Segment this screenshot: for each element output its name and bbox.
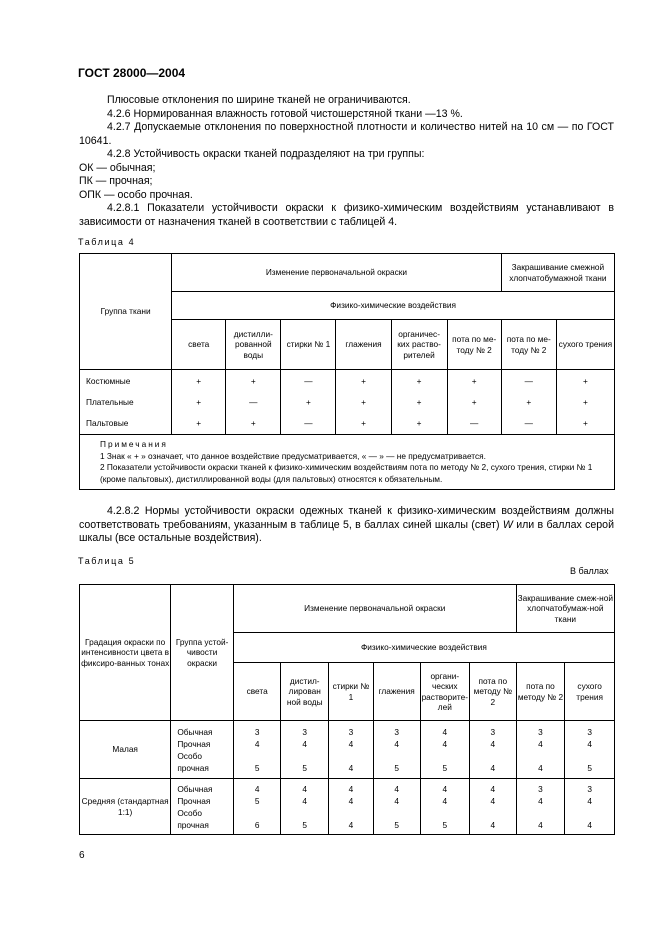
table5-caption: Таблица 5: [78, 556, 136, 566]
change-header: Изменение первоначальной окраски: [172, 254, 502, 292]
paragraph: ПК — прочная;: [79, 175, 153, 187]
staining-header: Закрашивание смеж-ной хлопчатобумаж-ной ткани: [516, 585, 614, 633]
paragraph: ОПК — особо прочная.: [79, 188, 193, 201]
table-row: Пальтовые + + — + + — — +: [80, 413, 615, 435]
table4-caption: Таблица 4: [78, 237, 136, 247]
col-header: дистил-лирован ной воды: [281, 663, 329, 721]
col-group-header: Группа устой-чивости окраски: [171, 585, 234, 721]
notes-title: Примечания: [100, 439, 168, 449]
col-header: органи-ческих растворите-лей: [420, 663, 469, 721]
col-header: света: [233, 663, 280, 721]
table-row: Малая Обычная Прочная Особо прочная 3 4 5 3 4 5 3 4 4 3 4 5 4 4 5 3 4 4 3 4 4 3 4 5: [80, 721, 615, 779]
text-block-middle: [79, 505, 614, 546]
paragraph: 4.2.7 Допускаемые отклонения по поверхностной плотности и количество нитей на 10 см — по ГОСТ 10641.: [79, 121, 614, 147]
col-header: сухого трения: [565, 663, 615, 721]
col-header: пота по методу № 2: [470, 663, 517, 721]
staining-header: Закрашивание смежной хлопчатобумажной ткани: [501, 254, 614, 292]
note-2: 2 Показатели устойчивости окраски тканей к физико-химическим воздействиям пота по методу № 2, сухого трения, стирки № 1 (кроме пальтовых), дистиллированной воды (для пальтовых) относятся к обязательным.: [100, 462, 593, 484]
col-header: сухого трения: [556, 320, 614, 370]
col-header: дистилли-рованной воды: [226, 320, 281, 370]
physchem-header: Физико-химические воздействия: [233, 633, 614, 663]
paragraph: Плюсовые отклонения по ширине тканей не ограничиваются.: [107, 94, 411, 106]
paragraph: ОК — обычная;: [79, 161, 156, 174]
paragraph: 4.2.8 Устойчивость окраски тканей подразделяют на три группы:: [107, 148, 425, 160]
physchem-header: Физико-химические воздействия: [172, 292, 615, 320]
table-row: Плательные + — + + + + + +: [80, 392, 615, 413]
col-header: стирки № 1: [329, 663, 374, 721]
note-1: 1 Знак « + » означает, что данное воздействие предусматривается, « — » — не предусматривается.: [100, 450, 486, 461]
col-header: пота по методу № 2: [516, 663, 565, 721]
col-header: органичес-ких раство-рителей: [391, 320, 447, 370]
col-header: глажения: [373, 663, 420, 721]
w-symbol: W: [502, 518, 513, 531]
paragraph: 4.2.8.1 Показатели устойчивости окраски к физико-химическим воздействиям устанавливают в зависимости от назначения тканей в соответствии с таблицей 4.: [79, 202, 614, 228]
col-gradation-header: Градация окраски по интенсивности цвета в фиксиро-ванных тонах: [80, 585, 171, 721]
units-label: В баллах: [570, 566, 609, 576]
table-5: [79, 584, 615, 835]
page-header: ГОСТ 28000—2004: [78, 66, 186, 80]
change-header: Изменение первоначальной окраски: [233, 585, 516, 633]
col-group-header: Группа ткани: [80, 254, 172, 370]
table-row: Костюмные + + — + + + — +: [80, 370, 615, 392]
page-number: 6: [79, 850, 85, 861]
col-header: света: [172, 320, 226, 370]
col-header: стирки № 1: [281, 320, 336, 370]
paragraph: 4.2.8.2 Нормы устойчивости окраски одежных тканей к физико-химическим воздействиям должны соответствовать требованиям, указанным в таблице 5, в баллах синей шкалы (свет) W или в баллах серой шкалы (все остальные воздействия).: [79, 505, 614, 544]
table-4: [79, 253, 615, 490]
col-header: пота по ме-тоду № 2: [447, 320, 501, 370]
table4-notes: [80, 435, 615, 490]
table-row: Средняя (стандартная 1:1) Обычная Прочная Особо прочная 4 5 6 4 4 5 4 4 4 4 4 5 4 4 5 4 4 4 3 4 4 3 4 4: [80, 779, 615, 835]
text-block-top: [79, 94, 614, 229]
col-header: глажения: [336, 320, 391, 370]
col-header: пота по ме-тоду № 2: [501, 320, 556, 370]
paragraph: 4.2.6 Нормированная влажность готовой чистошерстяной ткани —13 %.: [107, 107, 463, 120]
